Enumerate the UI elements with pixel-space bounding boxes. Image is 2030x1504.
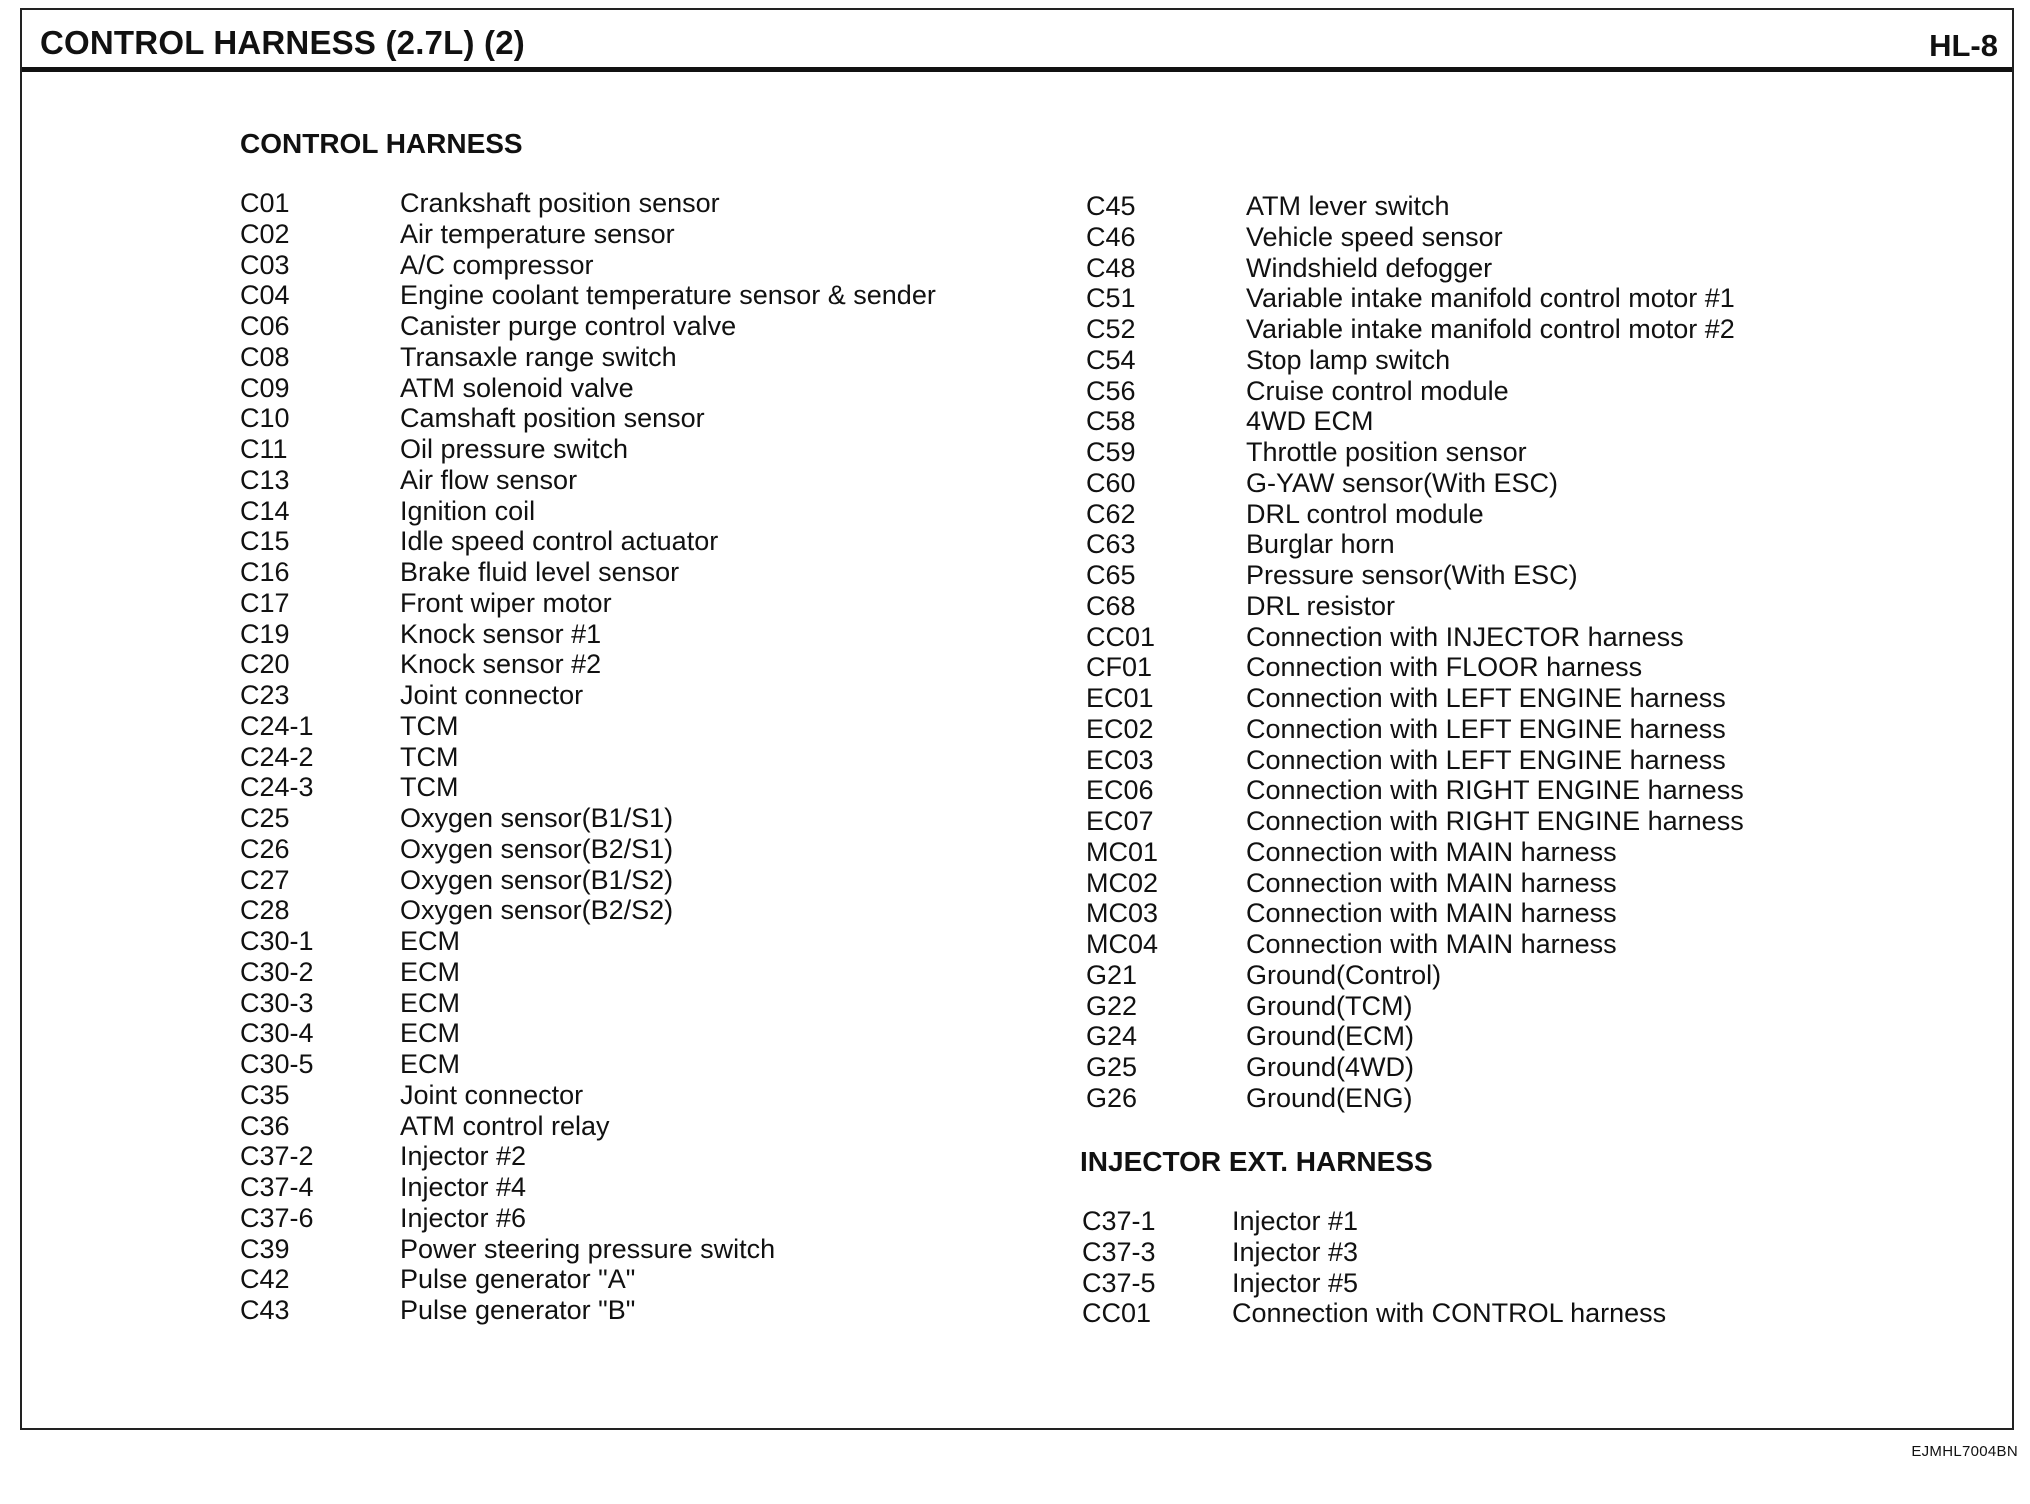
connector-row [1086, 868, 1744, 899]
connector-description: Air temperature sensor [400, 218, 675, 249]
connector-code: C24-3 [240, 772, 314, 803]
connector-row [240, 1295, 936, 1326]
connector-code: C45 [1086, 191, 1136, 221]
connector-description: Canister purge control valve [400, 311, 737, 341]
connector-code: C62 [1086, 498, 1136, 529]
connector-row [1086, 929, 1744, 960]
connector-row [1086, 591, 1744, 622]
connector-code: C08 [240, 341, 290, 372]
connector-row [1086, 406, 1744, 437]
connector-row [1082, 1206, 1666, 1237]
connector-row [240, 280, 936, 311]
connector-description: Variable intake manifold control motor #2 [1246, 314, 1735, 344]
connector-code: C03 [240, 249, 290, 280]
connector-description: Pulse generator "A" [400, 1264, 636, 1295]
connector-description: ECM [400, 1018, 460, 1049]
connector-row [1086, 683, 1744, 714]
connector-row [240, 1018, 936, 1049]
injector-ext-harness-list [1082, 1206, 1666, 1329]
connector-row [240, 250, 936, 281]
connector-description: Injector #4 [400, 1172, 527, 1202]
connector-code: C36 [240, 1110, 290, 1141]
connector-code: C48 [1086, 252, 1136, 283]
connector-code: CC01 [1086, 621, 1156, 652]
connector-description: Joint connector [400, 680, 584, 710]
injector-ext-harness-heading: INJECTOR EXT. HARNESS [1080, 1146, 1433, 1177]
connector-description: Connection with LEFT ENGINE harness [1246, 744, 1726, 775]
connector-code: C54 [1086, 344, 1136, 375]
connector-description: ECM [400, 1049, 460, 1079]
connector-description: Connection with MAIN harness [1246, 836, 1617, 867]
connector-row [240, 865, 936, 896]
connector-description: Oxygen sensor(B2/S2) [400, 895, 674, 926]
connector-row [240, 588, 936, 619]
connector-row [1086, 499, 1744, 530]
connector-row [240, 649, 936, 680]
connector-code: C01 [240, 188, 290, 218]
connector-row [1082, 1268, 1666, 1299]
connector-code: CC01 [1082, 1298, 1152, 1329]
connector-description: TCM [400, 741, 459, 772]
connector-code: C24-1 [240, 710, 314, 741]
connector-row [240, 1080, 936, 1111]
page-number: HL-8 [1929, 28, 1998, 63]
connector-row [1086, 622, 1744, 653]
connector-description: Ground(ENG) [1246, 1082, 1413, 1113]
connector-description: Connection with FLOOR harness [1246, 652, 1643, 683]
figure-reference-code: EJMHL7004BN [1911, 1443, 2018, 1460]
connector-description: Connection with LEFT ENGINE harness [1246, 683, 1726, 713]
connector-code: EC06 [1086, 775, 1154, 806]
connector-description: ATM lever switch [1246, 191, 1450, 221]
connector-row [240, 1203, 936, 1234]
connector-row [1086, 191, 1744, 222]
connector-description: A/C compressor [400, 249, 594, 280]
connector-code: C63 [1086, 529, 1136, 560]
connector-code: C37-1 [1082, 1206, 1156, 1236]
control-harness-left-list [240, 188, 936, 1326]
connector-code: C15 [240, 526, 290, 557]
connector-row [240, 526, 936, 557]
connector-row [1086, 775, 1744, 806]
connector-code: C14 [240, 495, 290, 526]
connector-code: C65 [1086, 560, 1136, 590]
connector-row [240, 834, 936, 865]
connector-row [1086, 560, 1744, 591]
connector-row [240, 772, 936, 803]
connector-code: C37-5 [1082, 1267, 1156, 1298]
connector-code: MC01 [1086, 836, 1159, 867]
connector-row [240, 1049, 936, 1080]
connector-row [240, 926, 936, 957]
connector-description: Windshield defogger [1246, 252, 1493, 283]
connector-row [240, 403, 936, 434]
connector-description: Connection with MAIN harness [1246, 929, 1617, 959]
connector-description: ATM solenoid valve [400, 372, 634, 403]
connector-code: C37-4 [240, 1172, 314, 1202]
page-frame [20, 8, 2014, 1430]
connector-row [1086, 283, 1744, 314]
connector-code: EC01 [1086, 683, 1154, 713]
connector-code: C26 [240, 833, 290, 864]
connector-code: C04 [240, 280, 290, 311]
connector-code: C24-2 [240, 741, 314, 772]
connector-row [1086, 898, 1744, 929]
connector-description: Camshaft position sensor [400, 403, 705, 434]
connector-description: DRL resistor [1246, 590, 1396, 621]
connector-description: Ground(ECM) [1246, 1021, 1415, 1052]
connector-row [1086, 745, 1744, 776]
control-harness-right-list [1086, 191, 1744, 1114]
connector-description: Pulse generator "B" [400, 1295, 636, 1325]
connector-row [1086, 806, 1744, 837]
connector-row [240, 619, 936, 650]
connector-code: C46 [1086, 221, 1136, 252]
connector-description: Pressure sensor(With ESC) [1246, 560, 1578, 590]
connector-row [240, 988, 936, 1019]
connector-row [1086, 437, 1744, 468]
connector-code: MC04 [1086, 929, 1159, 959]
connector-description: 4WD ECM [1246, 406, 1374, 437]
connector-description: ATM control relay [400, 1110, 610, 1141]
connector-row [1086, 837, 1744, 868]
connector-description: Injector #1 [1232, 1206, 1359, 1236]
connector-description: DRL control module [1246, 498, 1484, 529]
connector-description: Power steering pressure switch [400, 1233, 776, 1264]
connector-code: C59 [1086, 437, 1136, 467]
connector-row [240, 311, 936, 342]
connector-row [240, 434, 936, 465]
connector-code: C20 [240, 649, 290, 680]
connector-row [1086, 960, 1744, 991]
connector-code: G24 [1086, 1021, 1138, 1052]
connector-row [240, 895, 936, 926]
connector-code: C52 [1086, 314, 1136, 344]
connector-description: ECM [400, 956, 460, 987]
connector-row [240, 957, 936, 988]
connector-description: TCM [400, 772, 459, 803]
connector-row [240, 803, 936, 834]
connector-row [1086, 991, 1744, 1022]
connector-code: C25 [240, 803, 290, 833]
connector-code: G21 [1086, 959, 1138, 990]
connector-description: Connection with RIGHT ENGINE harness [1246, 775, 1744, 806]
connector-code: C37-3 [1082, 1236, 1156, 1267]
connector-code: C35 [240, 1079, 290, 1110]
connector-code: C17 [240, 587, 290, 618]
connector-code: C68 [1086, 590, 1136, 621]
connector-row [240, 1141, 936, 1172]
connector-code: C09 [240, 372, 290, 403]
connector-description: Front wiper motor [400, 587, 612, 618]
connector-description: Oil pressure switch [400, 434, 629, 464]
connector-code: C56 [1086, 375, 1136, 406]
connector-code: C23 [240, 680, 290, 710]
connector-code: C30-5 [240, 1049, 314, 1079]
connector-row [240, 711, 936, 742]
connector-code: G22 [1086, 990, 1138, 1021]
connector-row [1086, 652, 1744, 683]
connector-row [240, 557, 936, 588]
connector-description: Knock sensor #2 [400, 649, 602, 680]
connector-row [240, 342, 936, 373]
connector-row [240, 680, 936, 711]
connector-code: C30-4 [240, 1018, 314, 1049]
connector-description: Ignition coil [400, 495, 536, 526]
connector-row [1082, 1298, 1666, 1329]
connector-description: Burglar horn [1246, 529, 1395, 560]
connector-description: Transaxle range switch [400, 341, 677, 372]
connector-code: MC02 [1086, 867, 1159, 898]
connector-row [240, 1172, 936, 1203]
connector-description: Engine coolant temperature sensor & sender [400, 280, 936, 311]
connector-description: Ground(TCM) [1246, 990, 1413, 1021]
connector-description: ECM [400, 987, 460, 1018]
connector-description: Idle speed control actuator [400, 526, 719, 557]
connector-row [1086, 1021, 1744, 1052]
connector-description: Brake fluid level sensor [400, 557, 680, 587]
connector-description: Knock sensor #1 [400, 618, 602, 649]
connector-code: C16 [240, 557, 290, 587]
connector-description: ECM [400, 926, 460, 956]
connector-row [240, 465, 936, 496]
connector-row [1086, 222, 1744, 253]
control-harness-heading: CONTROL HARNESS [240, 128, 523, 159]
page-header [22, 10, 2012, 72]
connector-code: C06 [240, 311, 290, 341]
connector-row [1086, 1083, 1744, 1114]
connector-description: Throttle position sensor [1246, 437, 1527, 467]
connector-description: TCM [400, 710, 459, 741]
connector-row [240, 219, 936, 250]
connector-code: C51 [1086, 283, 1136, 314]
connector-code: C30-2 [240, 956, 314, 987]
connector-code: C13 [240, 464, 290, 495]
connector-description: Connection with MAIN harness [1246, 867, 1617, 898]
connector-description: Stop lamp switch [1246, 344, 1451, 375]
connector-description: Oxygen sensor(B1/S1) [400, 803, 674, 833]
connector-code: C43 [240, 1295, 290, 1325]
connector-description: Ground(Control) [1246, 959, 1442, 990]
connector-description: Oxygen sensor(B1/S2) [400, 864, 674, 895]
connector-description: Injector #3 [1232, 1236, 1359, 1267]
connector-code: EC03 [1086, 744, 1154, 775]
connector-row [1086, 714, 1744, 745]
connector-row [1086, 345, 1744, 376]
connector-description: Air flow sensor [400, 464, 578, 495]
connector-row [240, 1234, 936, 1265]
connector-description: Joint connector [400, 1079, 584, 1110]
connector-row [240, 1111, 936, 1142]
connector-code: C60 [1086, 467, 1136, 498]
connector-code: C58 [1086, 406, 1136, 437]
connector-description: Connection with CONTROL harness [1232, 1298, 1667, 1329]
connector-description: Ground(4WD) [1246, 1052, 1415, 1082]
connector-description: Cruise control module [1246, 375, 1509, 406]
connector-row [1086, 529, 1744, 560]
connector-row [1086, 1052, 1744, 1083]
connector-code: G26 [1086, 1082, 1138, 1113]
connector-code: C30-1 [240, 926, 314, 956]
page-title: CONTROL HARNESS (2.7L) (2) [40, 24, 525, 61]
connector-row [1082, 1237, 1666, 1268]
connector-code: G25 [1086, 1052, 1138, 1082]
connector-description: Oxygen sensor(B2/S1) [400, 833, 674, 864]
connector-code: EC02 [1086, 713, 1154, 744]
connector-code: C19 [240, 618, 290, 649]
connector-row [1086, 253, 1744, 284]
connector-code: C42 [240, 1264, 290, 1295]
connector-code: C11 [240, 434, 288, 464]
connector-code: C39 [240, 1233, 290, 1264]
connector-description: Injector #6 [400, 1202, 527, 1233]
connector-code: C10 [240, 403, 290, 434]
connector-description: Connection with INJECTOR harness [1246, 621, 1684, 652]
connector-description: Connection with RIGHT ENGINE harness [1246, 806, 1744, 836]
connector-row [240, 742, 936, 773]
connector-row [1086, 468, 1744, 499]
connector-row [240, 188, 936, 219]
connector-description: Connection with LEFT ENGINE harness [1246, 713, 1726, 744]
connector-description: Injector #5 [1232, 1267, 1359, 1298]
connector-row [1086, 376, 1744, 407]
connector-code: C37-2 [240, 1141, 314, 1172]
connector-code: C30-3 [240, 987, 314, 1018]
connector-description: Injector #2 [400, 1141, 527, 1172]
connector-code: C37-6 [240, 1202, 314, 1233]
connector-row [240, 373, 936, 404]
connector-description: Crankshaft position sensor [400, 188, 720, 218]
connector-code: C02 [240, 218, 290, 249]
connector-row [1086, 314, 1744, 345]
connector-code: C27 [240, 864, 290, 895]
connector-code: CF01 [1086, 652, 1153, 683]
connector-row [240, 1264, 936, 1295]
connector-row [240, 496, 936, 527]
connector-code: MC03 [1086, 898, 1159, 929]
connector-description: Vehicle speed sensor [1246, 221, 1503, 252]
connector-code: EC07 [1086, 806, 1154, 836]
connector-code: C28 [240, 895, 290, 926]
connector-description: Variable intake manifold control motor #1 [1246, 283, 1735, 314]
connector-description: Connection with MAIN harness [1246, 898, 1617, 929]
connector-description: G-YAW sensor(With ESC) [1246, 467, 1559, 498]
